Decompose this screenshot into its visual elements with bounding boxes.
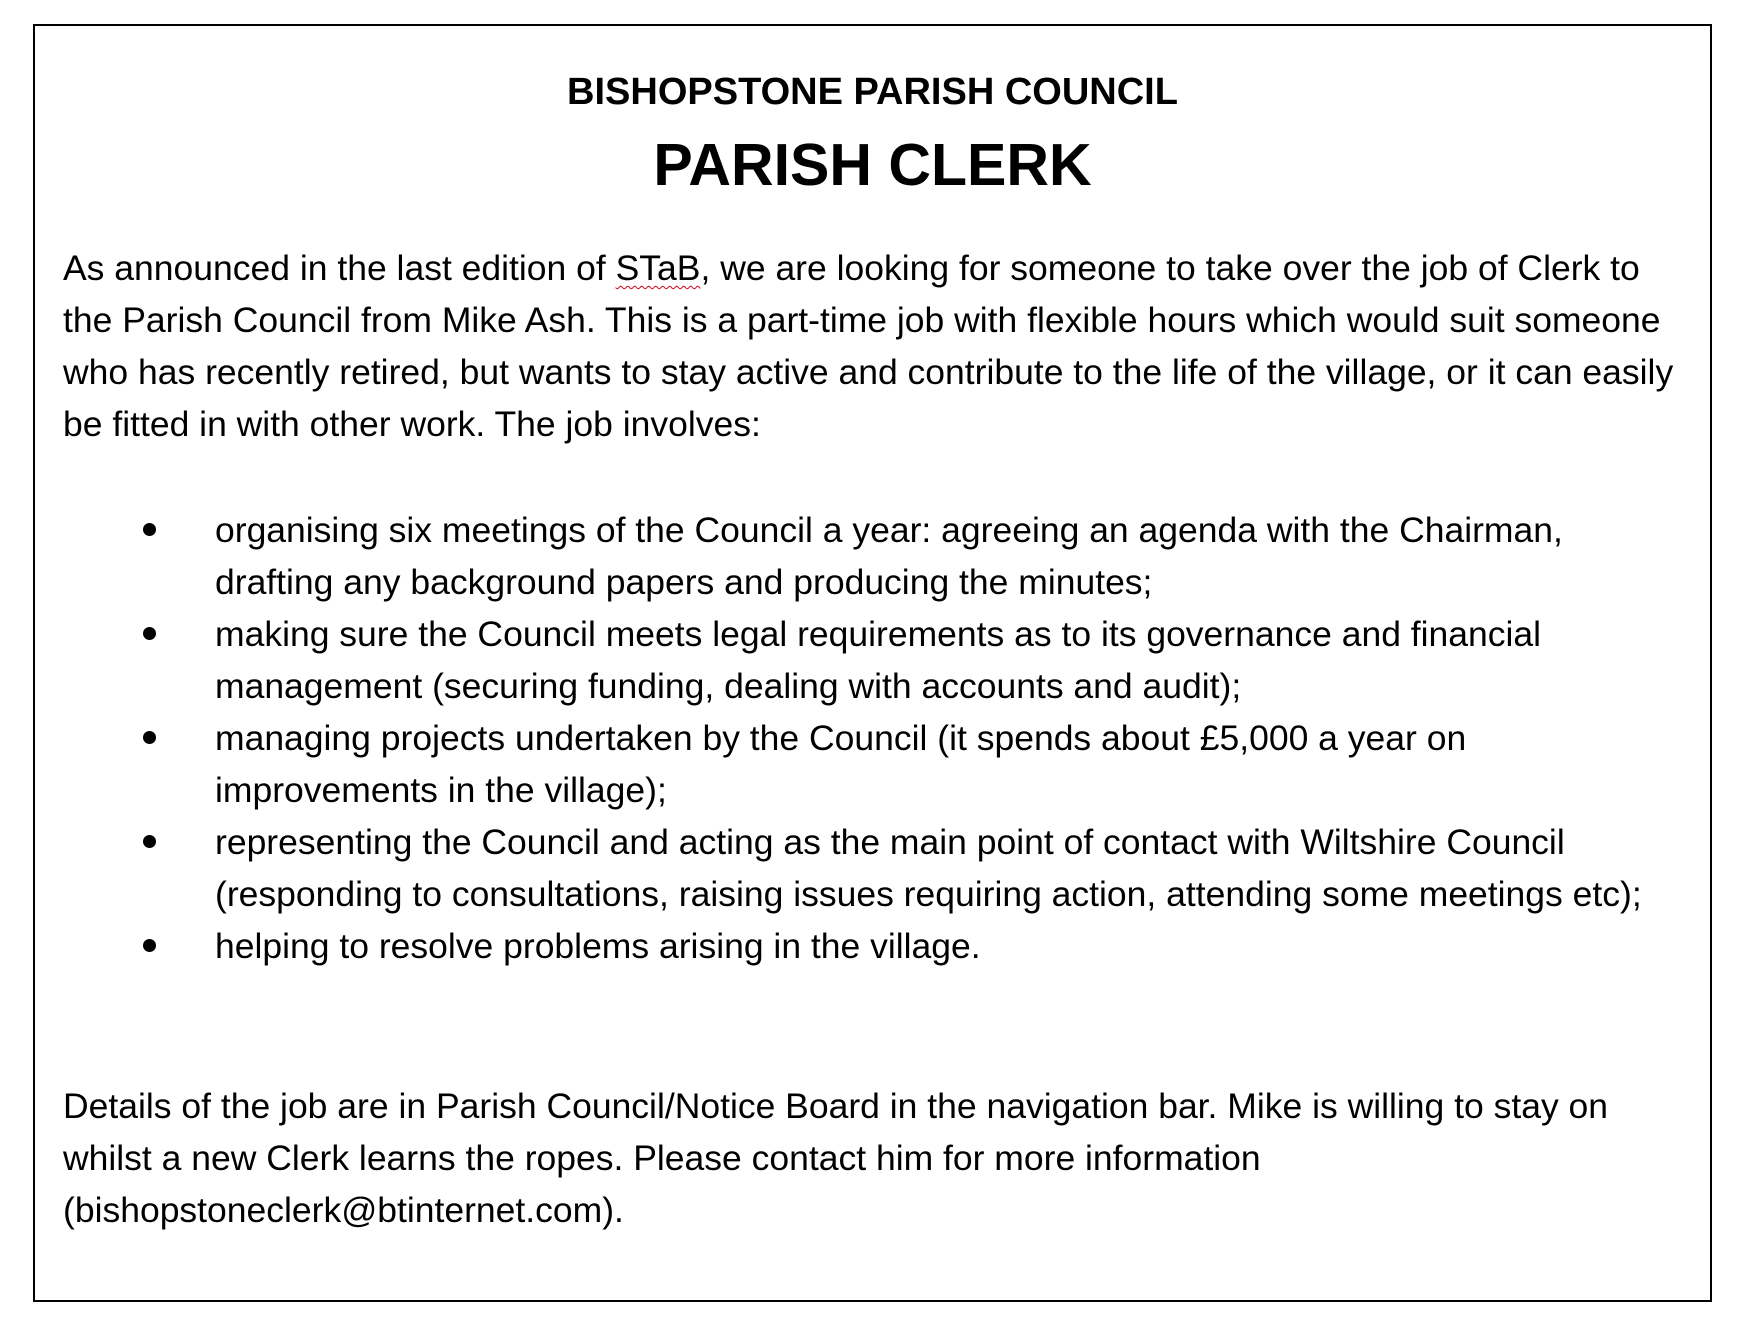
- organisation-name: BISHOPSTONE PARISH COUNCIL: [567, 71, 1178, 113]
- intro-paragraph: [63, 242, 1683, 450]
- duties-list: [35, 504, 1714, 972]
- notice-frame: [33, 24, 1712, 1302]
- stab-publication-name: STaB: [615, 248, 701, 288]
- duty-text: managing projects undertaken by the Council (it spends about £5,000 a year on improvements in the village);: [215, 718, 1467, 810]
- bullet-icon: [143, 939, 156, 952]
- intro-text-start: As announced in the last edition of: [63, 248, 616, 288]
- duty-text: making sure the Council meets legal requirements as to its governance and financial management (securing funding, dealing with accounts and audit);: [215, 614, 1542, 706]
- duty-item: [35, 816, 1714, 920]
- duty-item: [35, 608, 1714, 712]
- duty-text: representing the Council and acting as the main point of contact with Wiltshire Council (responding to consultations, raising issues requiring action, attending some meetings etc);: [215, 822, 1642, 914]
- notice-title: PARISH CLERK: [653, 132, 1092, 198]
- details-paragraph: Details of the job are in Parish Council/Notice Board in the navigation bar. Mike is willing to stay on whilst a new Clerk learns the ropes. Please contact him for more information (bishopstoneclerk@btinternet.com).: [63, 1086, 1609, 1230]
- duty-item: [35, 504, 1714, 608]
- duty-item: [35, 712, 1714, 816]
- duty-item: [35, 920, 1714, 972]
- duty-text: organising six meetings of the Council a year: agreeing an agenda with the Chairman, drafting any background papers and producing the minutes;: [215, 510, 1563, 602]
- bullet-icon: [143, 835, 156, 848]
- bullet-icon: [143, 523, 156, 536]
- bullet-icon: [143, 627, 156, 640]
- bullet-icon: [143, 731, 156, 744]
- duty-text: helping to resolve problems arising in the village.: [215, 926, 981, 966]
- intro-text-rest: , we are looking for someone to take over the job of Clerk to the Parish Council from Mike Ash. This is a part-time job with flexible hours which would suit someone who has recently retired, but wants to stay active and contribute to the life of the village, or it can easily be fitted in with other work. The job involves:: [63, 248, 1674, 444]
